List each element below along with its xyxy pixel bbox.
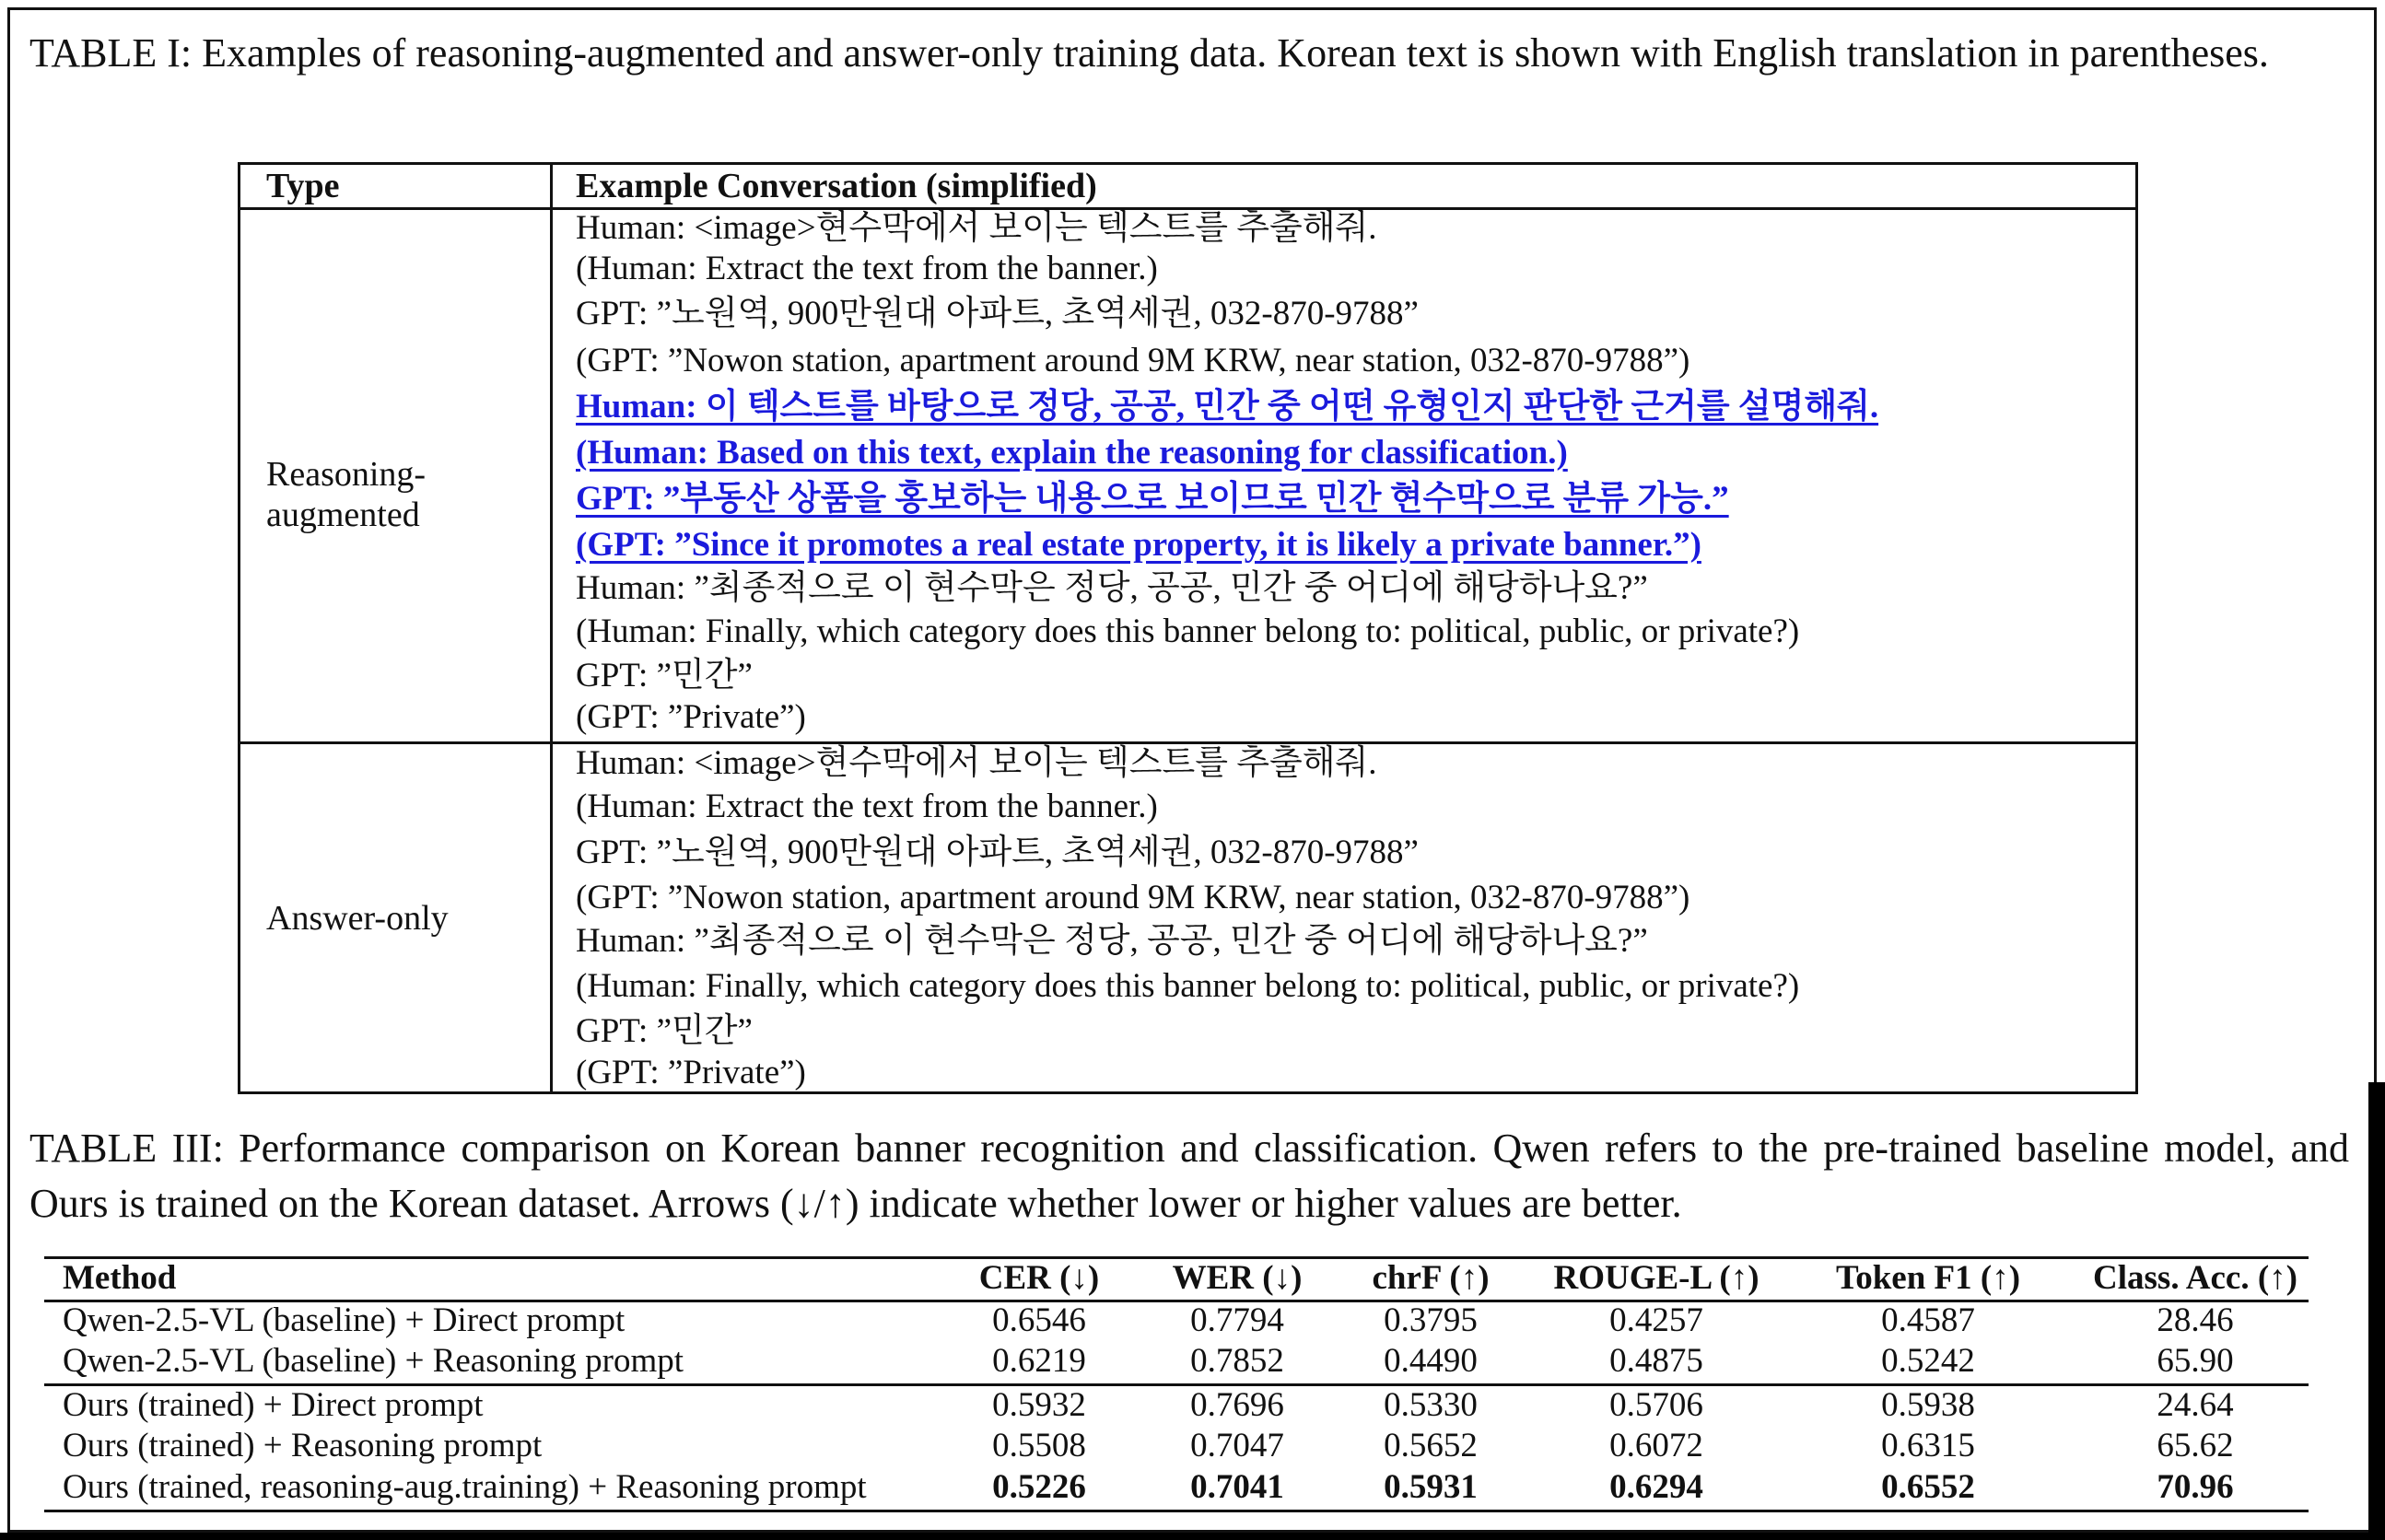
- table3-value-cell: 0.5330: [1384, 1386, 1478, 1424]
- conversation-line: Human: <image>현수막에서 보이는 텍스트를 추출해줘.: [576, 209, 1377, 247]
- conversation-line: (Human: Finally, which category does this banner belong to: political, public, or private?): [576, 967, 1800, 1005]
- conversation-line: GPT: ”민간”: [576, 657, 753, 694]
- table3-value-cell: 0.5938: [1881, 1386, 1975, 1424]
- table3-value-cell: 24.64: [2157, 1386, 2234, 1424]
- table1-header-conversation: Example Conversation (simplified): [576, 167, 1097, 205]
- conversation-line: GPT: ”노원역, 900만원대 아파트, 초역세권, 032-870-9788”: [576, 295, 1419, 332]
- table3-header-cell: ROUGE-L (↑): [1553, 1259, 1760, 1297]
- table-row: [44, 1341, 2309, 1382]
- table3-value-cell: 0.5508: [992, 1427, 1086, 1464]
- table-row: [44, 1426, 2309, 1466]
- table3-value-cell: 0.7852: [1190, 1342, 1284, 1380]
- table3-method-cell: Qwen-2.5-VL (baseline) + Direct prompt: [63, 1301, 625, 1339]
- table3-method-cell: Qwen-2.5-VL (baseline) + Reasoning prompt: [63, 1342, 684, 1380]
- conversation-line: Human: ”최종적으로 이 현수막은 정당, 공공, 민간 중 어디에 해당하나요?”: [576, 569, 1648, 607]
- table3-value-cell: 0.7696: [1190, 1386, 1284, 1424]
- table3-header-cell: Token F1 (↑): [1835, 1259, 2021, 1297]
- table-row: [44, 1301, 2309, 1341]
- conversation-line: (Human: Extract the text from the banner.): [576, 788, 1158, 825]
- table3-header-cell: CER (↓): [978, 1259, 1100, 1297]
- table3-value-cell: 0.6546: [992, 1301, 1086, 1339]
- table-row: [44, 1385, 2309, 1426]
- table3-value-cell: 0.7794: [1190, 1301, 1284, 1339]
- table1-column-divider: [550, 165, 553, 1091]
- conversation-line-highlighted: (Human: Based on this text, explain the reasoning for classification.): [576, 434, 1568, 472]
- table1: [238, 162, 2138, 1094]
- conversation-line: (GPT: ”Nowon station, apartment around 9M KRW, near station, 032-870-9788”): [576, 879, 1690, 916]
- table3-header-cell: WER (↓): [1172, 1259, 1303, 1297]
- conversation-line: GPT: ”민간”: [576, 1012, 753, 1050]
- table3-method-cell: Ours (trained) + Direct prompt: [63, 1386, 484, 1424]
- table3-bottom-rule: [44, 1510, 2309, 1512]
- table3-value-cell: 0.5652: [1384, 1427, 1478, 1464]
- table3-caption: TABLE III: Performance comparison on Korean banner recognition and classification. Qwen refers to the pre-trained baseline model, and Ours is trained on the Korean dataset. Arrows (↓/↑) indicate whether lower or higher values are better.: [29, 1126, 2349, 1226]
- table3-method-cell: Ours (trained) + Reasoning prompt: [63, 1427, 543, 1464]
- table-row: [44, 1467, 2309, 1508]
- table3-value-cell: 0.4587: [1881, 1301, 1975, 1339]
- table3-header-cell: Method: [63, 1259, 177, 1297]
- table3-best-value-cell: 0.5931: [1384, 1468, 1478, 1506]
- conversation-line: Human: ”최종적으로 이 현수막은 정당, 공공, 민간 중 어디에 해당하나요?”: [576, 922, 1648, 960]
- table3-header-cell: Class. Acc. (↑): [2093, 1259, 2297, 1297]
- table3-best-value-cell: 0.6552: [1881, 1468, 1975, 1506]
- conversation-line-highlighted: GPT: ”부동산 상품을 홍보하는 내용으로 보이므로 민간 현수막으로 분류 가능.”: [576, 480, 1729, 518]
- table3-value-cell: 0.4257: [1609, 1301, 1703, 1339]
- conversation-line: (Human: Extract the text from the banner.): [576, 250, 1158, 287]
- table3-best-value-cell: 70.96: [2157, 1468, 2234, 1506]
- table3-value-cell: 0.4490: [1384, 1342, 1478, 1380]
- table3-best-value-cell: 0.6294: [1609, 1468, 1703, 1506]
- table3-value-cell: 0.5242: [1881, 1342, 1975, 1380]
- type-reasoning-augmented: Reasoning-augmented: [266, 455, 427, 534]
- table3-value-cell: 0.6072: [1609, 1427, 1703, 1464]
- table3-value-cell: 28.46: [2157, 1301, 2234, 1339]
- type-answer-only: Answer-only: [266, 899, 449, 938]
- edge-strip: [2368, 1082, 2385, 1540]
- table3-value-cell: 0.5706: [1609, 1386, 1703, 1424]
- table3-value-cell: 65.90: [2157, 1342, 2234, 1380]
- table3-best-value-cell: 0.5226: [992, 1468, 1086, 1506]
- table3-value-cell: 0.6315: [1881, 1427, 1975, 1464]
- table3-value-cell: 0.7047: [1190, 1427, 1284, 1464]
- table3-header-cell: chrF (↑): [1372, 1259, 1490, 1297]
- table3-header-row: [44, 1258, 2309, 1299]
- conversation-line: GPT: ”노원역, 900만원대 아파트, 초역세권, 032-870-9788”: [576, 834, 1419, 871]
- conversation-line-highlighted: (GPT: ”Since it promotes a real estate property, it is likely a private banner.”): [576, 526, 1701, 564]
- table1-header-type: Type: [266, 167, 340, 205]
- table3-value-cell: 0.6219: [992, 1342, 1086, 1380]
- conversation-line: (GPT: ”Nowon station, apartment around 9M KRW, near station, 032-870-9788”): [576, 342, 1690, 379]
- table3-value-cell: 0.3795: [1384, 1301, 1478, 1339]
- conversation-line-highlighted: Human: 이 텍스트를 바탕으로 정당, 공공, 민간 중 어떤 유형인지 판단한 근거를 설명해줘.: [576, 388, 1879, 426]
- conversation-line: (GPT: ”Private”): [576, 698, 806, 736]
- table3-method-cell: Ours (trained, reasoning-aug.training) + Reasoning prompt: [63, 1468, 867, 1506]
- table3-best-value-cell: 0.7041: [1190, 1468, 1284, 1506]
- table3-value-cell: 0.5932: [992, 1386, 1086, 1424]
- conversation-answer-only: [576, 743, 2123, 1093]
- edge-strip: [0, 1533, 2385, 1540]
- conversation-line: (Human: Finally, which category does this banner belong to: political, public, or private?): [576, 612, 1800, 650]
- conversation-line: (GPT: ”Private”): [576, 1054, 806, 1091]
- table1-caption: TABLE I: Examples of reasoning-augmented and answer-only training data. Korean text is shown with English translation in parentheses.: [29, 30, 2269, 76]
- table3-value-cell: 65.62: [2157, 1427, 2234, 1464]
- conversation-reasoning-augmented: [576, 209, 2123, 738]
- conversation-line: Human: <image>현수막에서 보이는 텍스트를 추출해줘.: [576, 744, 1377, 782]
- table3-value-cell: 0.4875: [1609, 1342, 1703, 1380]
